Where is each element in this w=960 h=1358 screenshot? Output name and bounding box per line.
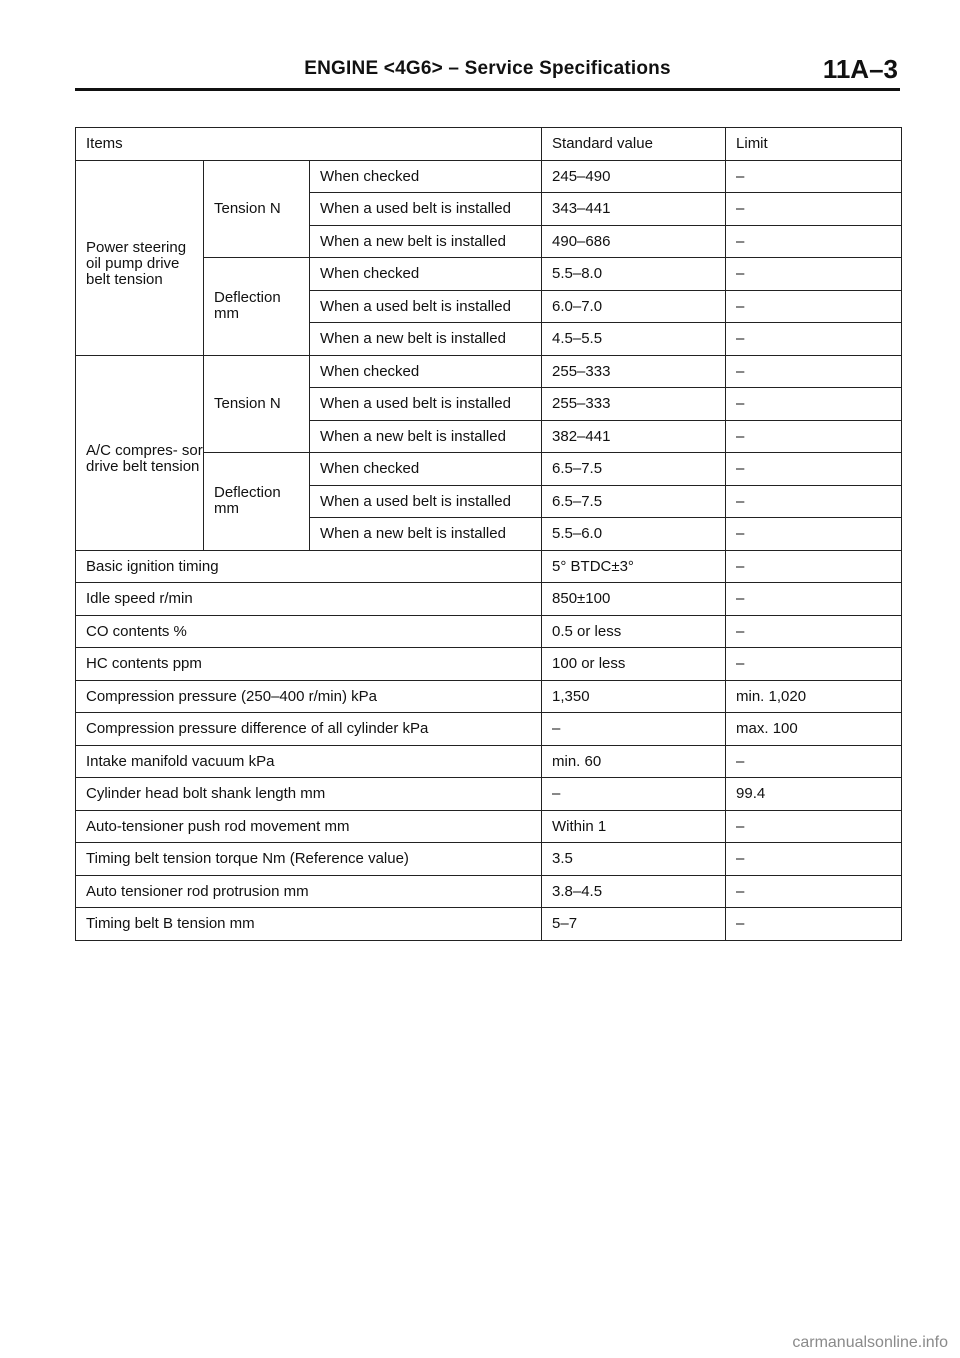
limit-cell: –	[726, 518, 902, 551]
item-cell: Basic ignition timing	[76, 550, 542, 583]
table-row	[76, 680, 902, 713]
limit-cell: –	[726, 225, 902, 258]
standard-cell: 255–333	[542, 388, 726, 421]
standard-cell: 382–441	[542, 420, 726, 453]
limit-cell: max. 100	[726, 713, 902, 746]
limit-cell: –	[726, 615, 902, 648]
condition-cell: When a used belt is installed	[310, 193, 542, 226]
limit-cell: –	[726, 323, 902, 356]
standard-cell: 343–441	[542, 193, 726, 226]
standard-cell: 5° BTDC±3°	[542, 550, 726, 583]
standard-cell: –	[542, 713, 726, 746]
item-cell: Auto tensioner rod protrusion mm	[76, 875, 542, 908]
header-limit: Limit	[726, 128, 902, 161]
power-steering-tension-label: Tension N	[204, 160, 310, 258]
standard-cell: 3.8–4.5	[542, 875, 726, 908]
standard-cell: 5.5–6.0	[542, 518, 726, 551]
item-cell: Idle speed r/min	[76, 583, 542, 616]
standard-cell: 5.5–8.0	[542, 258, 726, 291]
item-cell: Compression pressure difference of all cylinder kPa	[76, 713, 542, 746]
page-title: ENGINE <4G6> – Service Specifications	[304, 58, 671, 79]
limit-cell: –	[726, 453, 902, 486]
standard-cell: 490–686	[542, 225, 726, 258]
standard-cell: 5–7	[542, 908, 726, 941]
limit-cell: min. 1,020	[726, 680, 902, 713]
page-number: 11A–3	[822, 54, 898, 84]
condition-cell: When a used belt is installed	[310, 290, 542, 323]
limit-cell: –	[726, 843, 902, 876]
power-steering-deflection-label: Deflection mm	[204, 258, 310, 356]
standard-cell: 850±100	[542, 583, 726, 616]
limit-cell: –	[726, 745, 902, 778]
limit-cell: –	[726, 388, 902, 421]
table-row	[76, 908, 902, 941]
page-header	[75, 52, 900, 91]
limit-cell: 99.4	[726, 778, 902, 811]
ac-compressor-label: A/C compres- sor drive belt tension	[76, 355, 204, 550]
standard-cell: –	[542, 778, 726, 811]
standard-cell: 0.5 or less	[542, 615, 726, 648]
standard-cell: 6.5–7.5	[542, 485, 726, 518]
limit-cell: –	[726, 355, 902, 388]
limit-cell: –	[726, 193, 902, 226]
standard-cell: min. 60	[542, 745, 726, 778]
condition-cell: When checked	[310, 453, 542, 486]
limit-cell: –	[726, 583, 902, 616]
condition-cell: When checked	[310, 355, 542, 388]
item-cell: Cylinder head bolt shank length mm	[76, 778, 542, 811]
condition-cell: When a new belt is installed	[310, 518, 542, 551]
limit-cell: –	[726, 875, 902, 908]
standard-cell: 6.5–7.5	[542, 453, 726, 486]
limit-cell: –	[726, 550, 902, 583]
table-row	[76, 550, 902, 583]
table-header-row	[76, 128, 902, 161]
table-row	[76, 875, 902, 908]
item-cell: Timing belt tension torque Nm (Reference value)	[76, 843, 542, 876]
watermark-text: carmanualsonline.info	[792, 1334, 948, 1351]
ac-compressor-deflection-label: Deflection mm	[204, 453, 310, 551]
table-row	[76, 160, 902, 193]
standard-cell: 6.0–7.0	[542, 290, 726, 323]
standard-cell: 3.5	[542, 843, 726, 876]
table-row	[76, 778, 902, 811]
limit-cell: –	[726, 290, 902, 323]
limit-cell: –	[726, 420, 902, 453]
item-cell: Timing belt B tension mm	[76, 908, 542, 941]
condition-cell: When a new belt is installed	[310, 225, 542, 258]
condition-cell: When checked	[310, 258, 542, 291]
limit-cell: –	[726, 485, 902, 518]
item-cell: Intake manifold vacuum kPa	[76, 745, 542, 778]
power-steering-label: Power steering oil pump drive belt tension	[76, 160, 204, 355]
limit-cell: –	[726, 908, 902, 941]
standard-cell: Within 1	[542, 810, 726, 843]
standard-cell: 255–333	[542, 355, 726, 388]
item-cell: CO contents %	[76, 615, 542, 648]
table-row	[76, 810, 902, 843]
limit-cell: –	[726, 810, 902, 843]
condition-cell: When checked	[310, 160, 542, 193]
condition-cell: When a used belt is installed	[310, 388, 542, 421]
service-spec-table	[75, 127, 902, 941]
table-row	[76, 615, 902, 648]
table-row	[76, 583, 902, 616]
ac-compressor-tension-label: Tension N	[204, 355, 310, 453]
header-items: Items	[76, 128, 542, 161]
condition-cell: When a new belt is installed	[310, 323, 542, 356]
item-cell: HC contents ppm	[76, 648, 542, 681]
standard-cell: 100 or less	[542, 648, 726, 681]
limit-cell: –	[726, 648, 902, 681]
condition-cell: When a used belt is installed	[310, 485, 542, 518]
table-row	[76, 648, 902, 681]
limit-cell: –	[726, 160, 902, 193]
condition-cell: When a new belt is installed	[310, 420, 542, 453]
item-cell: Auto-tensioner push rod movement mm	[76, 810, 542, 843]
table-row	[76, 745, 902, 778]
table-row	[76, 355, 902, 388]
table-row	[76, 843, 902, 876]
standard-cell: 1,350	[542, 680, 726, 713]
standard-cell: 245–490	[542, 160, 726, 193]
standard-cell: 4.5–5.5	[542, 323, 726, 356]
item-cell: Compression pressure (250–400 r/min) kPa	[76, 680, 542, 713]
table-row	[76, 713, 902, 746]
limit-cell: –	[726, 258, 902, 291]
header-standard-value: Standard value	[542, 128, 726, 161]
